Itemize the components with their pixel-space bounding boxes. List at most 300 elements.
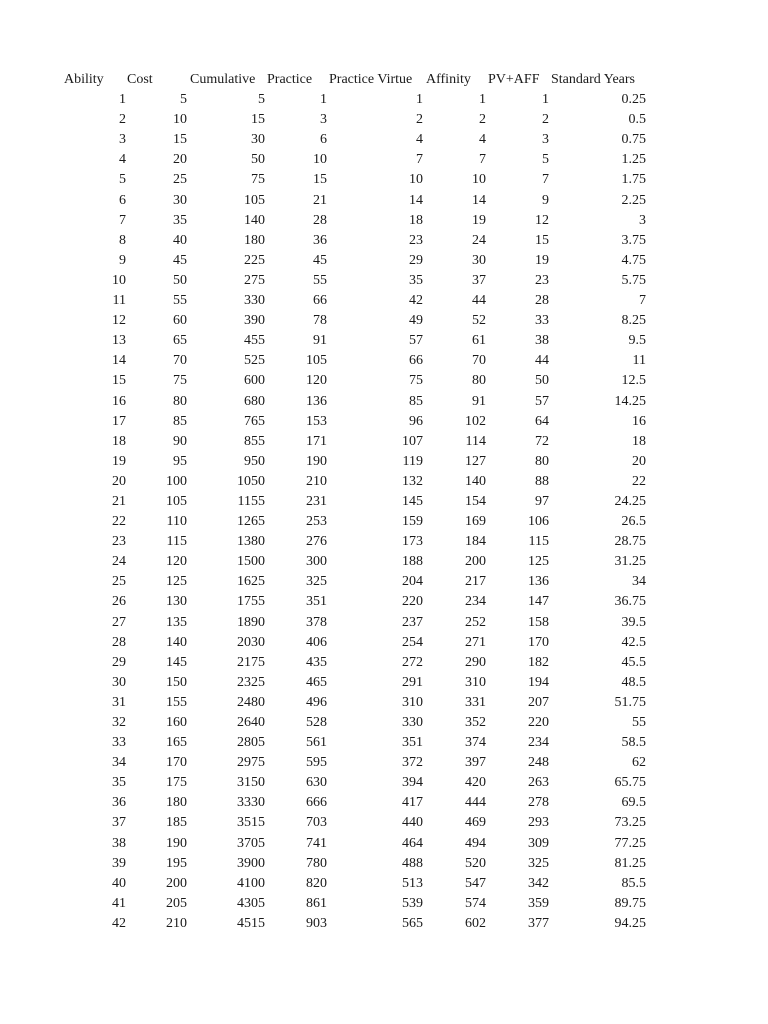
cell-practice: 496 bbox=[306, 694, 327, 710]
cell-standard-years: 85.5 bbox=[621, 875, 646, 891]
table-row bbox=[0, 592, 768, 612]
table-row bbox=[0, 653, 768, 673]
cell-practice: 231 bbox=[306, 493, 327, 509]
cell-cumulative: 950 bbox=[244, 453, 265, 469]
cell-practice-virtue: 85 bbox=[409, 393, 423, 409]
cell-standard-years: 1.25 bbox=[621, 152, 646, 168]
table-row bbox=[0, 452, 768, 472]
cell-ability: 31 bbox=[112, 694, 126, 710]
cell-practice: 78 bbox=[313, 313, 327, 329]
cell-affinity: 494 bbox=[465, 835, 486, 851]
cell-cumulative: 1625 bbox=[237, 574, 265, 590]
cell-pv-aff: 9 bbox=[542, 192, 549, 208]
cell-affinity: 2 bbox=[479, 112, 486, 128]
cell-cumulative: 680 bbox=[244, 393, 265, 409]
cell-cumulative: 3330 bbox=[237, 795, 265, 811]
cell-practice: 595 bbox=[306, 755, 327, 771]
cell-standard-years: 18 bbox=[632, 433, 646, 449]
cell-ability: 23 bbox=[112, 534, 126, 550]
cell-practice: 528 bbox=[306, 715, 327, 730]
cell-practice-virtue: 330 bbox=[402, 715, 423, 730]
table-body bbox=[0, 90, 768, 934]
cell-practice: 6 bbox=[320, 132, 327, 148]
cell-standard-years: 62 bbox=[632, 755, 646, 771]
cell-cumulative: 275 bbox=[244, 272, 265, 288]
cell-pv-aff: 359 bbox=[528, 895, 549, 911]
table-row bbox=[0, 673, 768, 693]
cell-affinity: 10 bbox=[472, 172, 486, 188]
cell-pv-aff: 158 bbox=[528, 614, 549, 630]
cell-ability: 10 bbox=[112, 272, 126, 288]
table-row bbox=[0, 713, 768, 733]
cell-practice-virtue: 132 bbox=[402, 473, 423, 489]
cell-cost: 70 bbox=[173, 353, 187, 369]
cell-practice: 66 bbox=[313, 293, 327, 309]
cell-cost: 5 bbox=[180, 92, 187, 108]
cell-practice: 3 bbox=[320, 112, 327, 128]
cell-cost: 185 bbox=[166, 815, 187, 831]
cell-affinity: 114 bbox=[465, 433, 486, 449]
cell-standard-years: 0.75 bbox=[621, 132, 646, 148]
cell-ability: 4 bbox=[119, 152, 126, 168]
cell-practice: 351 bbox=[306, 594, 327, 610]
cell-cost: 50 bbox=[173, 272, 187, 288]
cell-affinity: 24 bbox=[472, 232, 486, 248]
cell-affinity: 574 bbox=[465, 895, 486, 911]
table-row bbox=[0, 211, 768, 231]
cell-pv-aff: 207 bbox=[528, 694, 549, 710]
cell-standard-years: 24.25 bbox=[614, 493, 646, 509]
cell-standard-years: 16 bbox=[632, 413, 646, 429]
cell-ability: 13 bbox=[112, 333, 126, 349]
cell-ability: 40 bbox=[112, 875, 126, 891]
cell-pv-aff: 115 bbox=[528, 534, 549, 550]
cell-cumulative: 5 bbox=[258, 92, 265, 108]
cell-pv-aff: 125 bbox=[528, 554, 549, 570]
cell-practice-virtue: 23 bbox=[409, 232, 423, 248]
cell-ability: 17 bbox=[112, 413, 126, 429]
table-row bbox=[0, 773, 768, 793]
cell-pv-aff: 12 bbox=[535, 212, 549, 228]
cell-pv-aff: 263 bbox=[528, 775, 549, 791]
cell-affinity: 397 bbox=[465, 755, 486, 771]
cell-pv-aff: 220 bbox=[528, 715, 549, 730]
cell-pv-aff: 248 bbox=[528, 755, 549, 771]
table-row bbox=[0, 753, 768, 773]
cell-cost: 160 bbox=[166, 715, 187, 730]
cell-standard-years: 51.75 bbox=[614, 694, 646, 710]
cell-cost: 200 bbox=[166, 875, 187, 891]
cell-pv-aff: 38 bbox=[535, 333, 549, 349]
cell-ability: 8 bbox=[119, 232, 126, 248]
cell-ability: 20 bbox=[112, 473, 126, 489]
table-row bbox=[0, 472, 768, 492]
cell-practice-virtue: 49 bbox=[409, 313, 423, 329]
cell-cumulative: 2480 bbox=[237, 694, 265, 710]
cell-cost: 25 bbox=[173, 172, 187, 188]
table-row bbox=[0, 793, 768, 813]
cell-pv-aff: 2 bbox=[542, 112, 549, 128]
cell-practice-virtue: 10 bbox=[409, 172, 423, 188]
cell-ability: 19 bbox=[112, 453, 126, 469]
cell-pv-aff: 136 bbox=[528, 574, 549, 590]
cell-practice: 861 bbox=[306, 895, 327, 911]
cell-practice-virtue: 159 bbox=[402, 514, 423, 530]
table-row bbox=[0, 512, 768, 532]
cell-cost: 20 bbox=[173, 152, 187, 168]
cell-cumulative: 1890 bbox=[237, 614, 265, 630]
cell-pv-aff: 1 bbox=[542, 92, 549, 108]
cell-affinity: 52 bbox=[472, 313, 486, 329]
cell-pv-aff: 147 bbox=[528, 594, 549, 610]
cell-pv-aff: 19 bbox=[535, 252, 549, 268]
cell-practice-virtue: 351 bbox=[402, 735, 423, 751]
cell-practice: 406 bbox=[306, 634, 327, 650]
cell-practice-virtue: 107 bbox=[402, 433, 423, 449]
cell-practice-virtue: 75 bbox=[409, 373, 423, 389]
cell-cost: 195 bbox=[166, 855, 187, 871]
cell-affinity: 80 bbox=[472, 373, 486, 389]
cell-practice: 820 bbox=[306, 875, 327, 891]
cell-ability: 30 bbox=[112, 674, 126, 690]
cell-cumulative: 2640 bbox=[237, 715, 265, 730]
cell-practice-virtue: 310 bbox=[402, 694, 423, 710]
cell-standard-years: 2.25 bbox=[621, 192, 646, 208]
cell-affinity: 520 bbox=[465, 855, 486, 871]
cell-practice-virtue: 417 bbox=[402, 795, 423, 811]
cell-pv-aff: 23 bbox=[535, 272, 549, 288]
cell-ability: 14 bbox=[112, 353, 126, 369]
table-row bbox=[0, 914, 768, 934]
cell-affinity: 271 bbox=[465, 634, 486, 650]
cell-ability: 3 bbox=[119, 132, 126, 148]
cell-cumulative: 330 bbox=[244, 293, 265, 309]
table-row bbox=[0, 331, 768, 351]
cell-pv-aff: 15 bbox=[535, 232, 549, 248]
cell-practice-virtue: 119 bbox=[402, 453, 423, 469]
cell-cumulative: 3515 bbox=[237, 815, 265, 831]
table-row bbox=[0, 191, 768, 211]
cell-standard-years: 0.25 bbox=[621, 92, 646, 108]
table-row bbox=[0, 231, 768, 251]
table-row bbox=[0, 572, 768, 592]
cell-cost: 10 bbox=[173, 112, 187, 128]
cell-cumulative: 4100 bbox=[237, 875, 265, 891]
cell-affinity: 154 bbox=[465, 493, 486, 509]
cell-cost: 170 bbox=[166, 755, 187, 771]
cell-cost: 100 bbox=[166, 473, 187, 489]
cell-cumulative: 2030 bbox=[237, 634, 265, 650]
table-row bbox=[0, 813, 768, 833]
cell-standard-years: 22 bbox=[632, 473, 646, 489]
cell-practice-virtue: 539 bbox=[402, 895, 423, 911]
table-row bbox=[0, 834, 768, 854]
cell-practice-virtue: 29 bbox=[409, 252, 423, 268]
cell-practice-virtue: 565 bbox=[402, 915, 423, 931]
cell-pv-aff: 325 bbox=[528, 855, 549, 871]
cell-cumulative: 3150 bbox=[237, 775, 265, 791]
cell-cost: 190 bbox=[166, 835, 187, 851]
cell-pv-aff: 293 bbox=[528, 815, 549, 831]
cell-ability: 15 bbox=[112, 373, 126, 389]
cell-practice-virtue: 4 bbox=[416, 132, 423, 148]
cell-affinity: 234 bbox=[465, 594, 486, 610]
table-row bbox=[0, 251, 768, 271]
cell-pv-aff: 7 bbox=[542, 172, 549, 188]
cell-cost: 65 bbox=[173, 333, 187, 349]
header-row bbox=[0, 70, 768, 90]
cell-ability: 24 bbox=[112, 554, 126, 570]
cell-cumulative: 225 bbox=[244, 252, 265, 268]
table-row bbox=[0, 854, 768, 874]
cell-practice: 903 bbox=[306, 915, 327, 931]
cell-cost: 125 bbox=[166, 574, 187, 590]
cell-cumulative: 855 bbox=[244, 433, 265, 449]
cell-pv-aff: 64 bbox=[535, 413, 549, 429]
cell-practice: 136 bbox=[306, 393, 327, 409]
cell-affinity: 19 bbox=[472, 212, 486, 228]
cell-practice: 153 bbox=[306, 413, 327, 429]
cell-standard-years: 58.5 bbox=[621, 735, 646, 751]
cell-pv-aff: 72 bbox=[535, 433, 549, 449]
cell-cumulative: 1050 bbox=[237, 473, 265, 489]
cell-cost: 15 bbox=[173, 132, 187, 148]
cell-cumulative: 180 bbox=[244, 232, 265, 248]
cell-standard-years: 42.5 bbox=[621, 634, 646, 650]
cell-cumulative: 1500 bbox=[237, 554, 265, 570]
cell-pv-aff: 33 bbox=[535, 313, 549, 329]
cell-practice-virtue: 513 bbox=[402, 875, 423, 891]
cell-cost: 85 bbox=[173, 413, 187, 429]
cell-standard-years: 73.25 bbox=[614, 815, 646, 831]
cell-cost: 60 bbox=[173, 313, 187, 329]
cell-pv-aff: 106 bbox=[528, 514, 549, 530]
cell-affinity: 200 bbox=[465, 554, 486, 570]
cell-standard-years: 45.5 bbox=[621, 654, 646, 670]
cell-practice: 105 bbox=[306, 353, 327, 369]
cell-cumulative: 3705 bbox=[237, 835, 265, 851]
cell-practice: 325 bbox=[306, 574, 327, 590]
table-row bbox=[0, 532, 768, 552]
cell-affinity: 140 bbox=[465, 473, 486, 489]
table-row bbox=[0, 90, 768, 110]
cell-affinity: 91 bbox=[472, 393, 486, 409]
table-row bbox=[0, 150, 768, 170]
cell-affinity: 352 bbox=[465, 715, 486, 730]
table-row bbox=[0, 412, 768, 432]
cell-ability: 33 bbox=[112, 735, 126, 751]
cell-practice-virtue: 2 bbox=[416, 112, 423, 128]
cell-cost: 55 bbox=[173, 293, 187, 309]
header-standard-years: Standard Years bbox=[551, 72, 635, 87]
cell-ability: 32 bbox=[112, 715, 126, 730]
cell-standard-years: 20 bbox=[632, 453, 646, 469]
cell-standard-years: 89.75 bbox=[614, 895, 646, 911]
cell-practice: 190 bbox=[306, 453, 327, 469]
cell-affinity: 420 bbox=[465, 775, 486, 791]
cell-cumulative: 1755 bbox=[237, 594, 265, 610]
cell-standard-years: 34 bbox=[632, 574, 646, 590]
cell-cost: 210 bbox=[166, 915, 187, 931]
cell-cost: 130 bbox=[166, 594, 187, 610]
cell-ability: 18 bbox=[112, 433, 126, 449]
table-row bbox=[0, 110, 768, 130]
cell-practice: 253 bbox=[306, 514, 327, 530]
cell-practice-virtue: 145 bbox=[402, 493, 423, 509]
cell-pv-aff: 170 bbox=[528, 634, 549, 650]
cell-practice-virtue: 7 bbox=[416, 152, 423, 168]
cell-standard-years: 81.25 bbox=[614, 855, 646, 871]
cell-standard-years: 31.25 bbox=[614, 554, 646, 570]
cell-standard-years: 9.5 bbox=[628, 333, 646, 349]
cell-cumulative: 75 bbox=[251, 172, 265, 188]
cell-practice: 276 bbox=[306, 534, 327, 550]
cell-ability: 38 bbox=[112, 835, 126, 851]
cell-cumulative: 105 bbox=[244, 192, 265, 208]
cell-ability: 42 bbox=[112, 915, 126, 931]
table-row bbox=[0, 351, 768, 371]
cell-cumulative: 1380 bbox=[237, 534, 265, 550]
table-row bbox=[0, 291, 768, 311]
cell-pv-aff: 309 bbox=[528, 835, 549, 851]
cell-cumulative: 765 bbox=[244, 413, 265, 429]
header-pv-aff: PV+AFF bbox=[488, 72, 540, 87]
cell-ability: 7 bbox=[119, 212, 126, 228]
cell-practice: 210 bbox=[306, 473, 327, 489]
cell-affinity: 602 bbox=[465, 915, 486, 931]
cell-standard-years: 11 bbox=[632, 353, 646, 369]
table-row bbox=[0, 894, 768, 914]
cell-affinity: 252 bbox=[465, 614, 486, 630]
cell-cumulative: 2325 bbox=[237, 674, 265, 690]
cell-affinity: 290 bbox=[465, 654, 486, 670]
cell-affinity: 4 bbox=[479, 132, 486, 148]
cell-cost: 155 bbox=[166, 694, 187, 710]
header-cost: Cost bbox=[127, 72, 153, 87]
cell-ability: 9 bbox=[119, 252, 126, 268]
cell-practice-virtue: 173 bbox=[402, 534, 423, 550]
cell-cost: 120 bbox=[166, 554, 187, 570]
cell-cost: 165 bbox=[166, 735, 187, 751]
cell-practice-virtue: 35 bbox=[409, 272, 423, 288]
cell-standard-years: 3 bbox=[639, 212, 646, 228]
cell-cost: 150 bbox=[166, 674, 187, 690]
cell-affinity: 184 bbox=[465, 534, 486, 550]
cell-ability: 27 bbox=[112, 614, 126, 630]
cell-pv-aff: 44 bbox=[535, 353, 549, 369]
data-table bbox=[0, 70, 768, 934]
cell-practice-virtue: 42 bbox=[409, 293, 423, 309]
cell-practice: 45 bbox=[313, 252, 327, 268]
cell-practice-virtue: 66 bbox=[409, 353, 423, 369]
cell-pv-aff: 57 bbox=[535, 393, 549, 409]
cell-pv-aff: 88 bbox=[535, 473, 549, 489]
cell-practice: 300 bbox=[306, 554, 327, 570]
table-row bbox=[0, 633, 768, 653]
table-row bbox=[0, 311, 768, 331]
cell-ability: 36 bbox=[112, 795, 126, 811]
cell-practice: 91 bbox=[313, 333, 327, 349]
cell-practice-virtue: 204 bbox=[402, 574, 423, 590]
header-practice-virtue: Practice Virtue bbox=[329, 72, 413, 87]
table-row bbox=[0, 733, 768, 753]
cell-affinity: 469 bbox=[465, 815, 486, 831]
cell-cost: 175 bbox=[166, 775, 187, 791]
cell-cumulative: 2805 bbox=[237, 735, 265, 751]
cell-practice: 741 bbox=[306, 835, 327, 851]
cell-cumulative: 525 bbox=[244, 353, 265, 369]
cell-pv-aff: 377 bbox=[528, 915, 549, 931]
cell-standard-years: 65.75 bbox=[614, 775, 646, 791]
cell-pv-aff: 3 bbox=[542, 132, 549, 148]
cell-practice: 28 bbox=[313, 212, 327, 228]
cell-affinity: 102 bbox=[465, 413, 486, 429]
cell-standard-years: 8.25 bbox=[621, 313, 646, 329]
cell-practice-virtue: 96 bbox=[409, 413, 423, 429]
cell-standard-years: 26.5 bbox=[621, 514, 646, 530]
cell-ability: 12 bbox=[112, 313, 126, 329]
cell-ability: 37 bbox=[112, 815, 126, 831]
cell-ability: 11 bbox=[112, 293, 126, 309]
cell-pv-aff: 97 bbox=[535, 493, 549, 509]
cell-practice: 666 bbox=[306, 795, 327, 811]
cell-practice-virtue: 57 bbox=[409, 333, 423, 349]
cell-practice: 171 bbox=[306, 433, 327, 449]
cell-practice-virtue: 488 bbox=[402, 855, 423, 871]
cell-pv-aff: 182 bbox=[528, 654, 549, 670]
cell-practice-virtue: 394 bbox=[402, 775, 423, 791]
cell-practice-virtue: 440 bbox=[402, 815, 423, 831]
cell-practice: 55 bbox=[313, 272, 327, 288]
cell-practice-virtue: 188 bbox=[402, 554, 423, 570]
cell-affinity: 310 bbox=[465, 674, 486, 690]
cell-standard-years: 36.75 bbox=[614, 594, 646, 610]
cell-standard-years: 28.75 bbox=[614, 534, 646, 550]
table-row bbox=[0, 392, 768, 412]
cell-affinity: 169 bbox=[465, 514, 486, 530]
cell-ability: 5 bbox=[119, 172, 126, 188]
cell-ability: 22 bbox=[112, 514, 126, 530]
cell-cost: 135 bbox=[166, 614, 187, 630]
cell-cumulative: 2175 bbox=[237, 654, 265, 670]
cell-pv-aff: 194 bbox=[528, 674, 549, 690]
cell-standard-years: 39.5 bbox=[621, 614, 646, 630]
cell-cumulative: 140 bbox=[244, 212, 265, 228]
cell-pv-aff: 80 bbox=[535, 453, 549, 469]
table-row bbox=[0, 432, 768, 452]
cell-pv-aff: 234 bbox=[528, 735, 549, 751]
cell-standard-years: 12.5 bbox=[621, 373, 646, 389]
cell-practice: 378 bbox=[306, 614, 327, 630]
cell-affinity: 14 bbox=[472, 192, 486, 208]
cell-practice-virtue: 14 bbox=[409, 192, 423, 208]
cell-pv-aff: 28 bbox=[535, 293, 549, 309]
cell-affinity: 37 bbox=[472, 272, 486, 288]
cell-cost: 180 bbox=[166, 795, 187, 811]
header-ability: Ability bbox=[64, 72, 104, 87]
table-row bbox=[0, 271, 768, 291]
cell-affinity: 374 bbox=[465, 735, 486, 751]
cell-standard-years: 1.75 bbox=[621, 172, 646, 188]
cell-cost: 30 bbox=[173, 192, 187, 208]
table-row bbox=[0, 371, 768, 391]
cell-affinity: 44 bbox=[472, 293, 486, 309]
cell-cumulative: 390 bbox=[244, 313, 265, 329]
cell-practice-virtue: 272 bbox=[402, 654, 423, 670]
cell-cumulative: 455 bbox=[244, 333, 265, 349]
cell-ability: 1 bbox=[119, 92, 126, 108]
header-practice: Practice bbox=[267, 72, 313, 87]
